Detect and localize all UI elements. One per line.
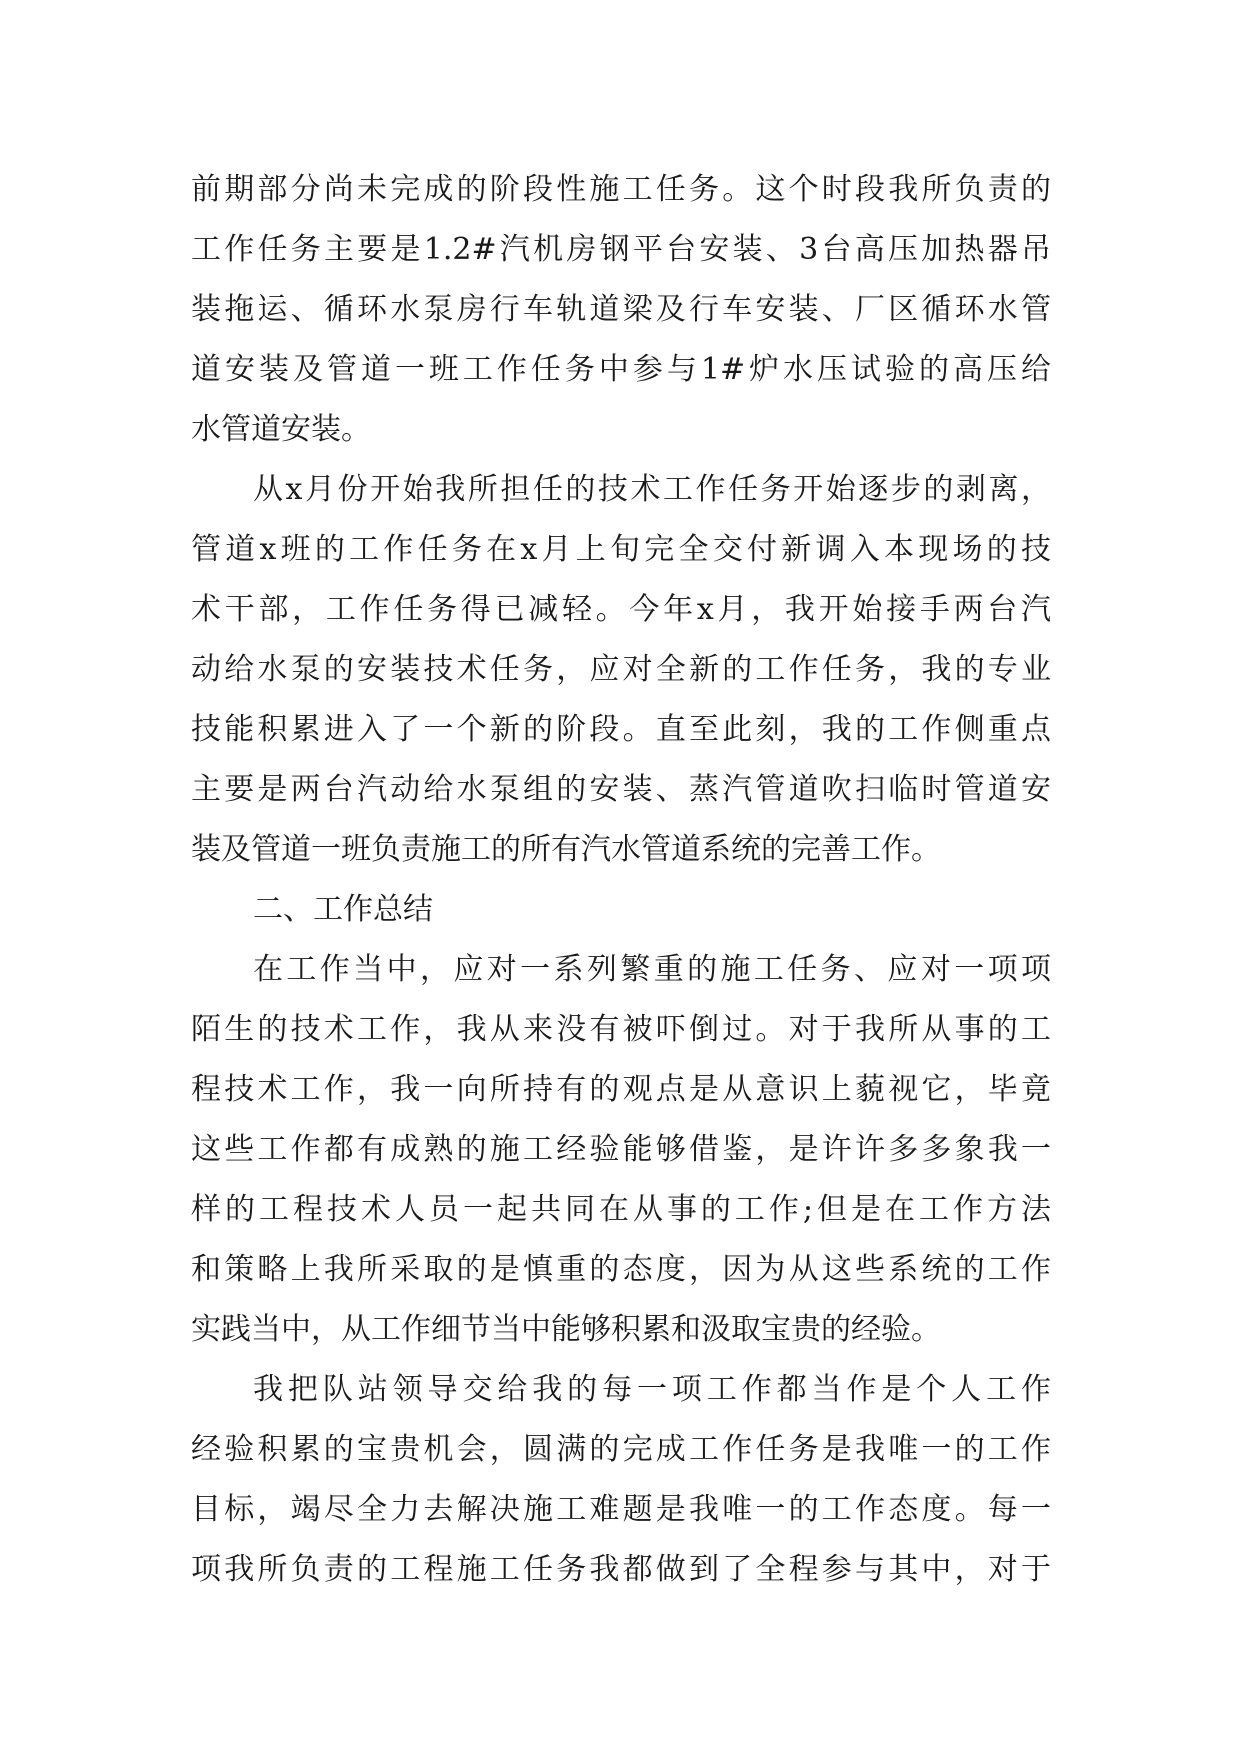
text-line: 前期部分尚未完成的阶段性施工任务。这个时段我所负责的 (191, 172, 1051, 207)
text-line: 在工作当中，应对一系列繁重的施工任务、应对一项项 (253, 952, 1051, 987)
text-line: 装及管道一班负责施工的所有汽水管道系统的完善工作。 (191, 832, 941, 867)
text-line: 管道x班的工作任务在x月上旬完全交付新调入本现场的技 (191, 532, 1051, 567)
text-line: 经验积累的宝贵机会，圆满的完成工作任务是我唯一的工作 (191, 1432, 1051, 1467)
text-line: 主要是两台汽动给水泵组的安装、蒸汽管道吹扫临时管道安 (191, 772, 1051, 807)
text-line: 水管道安装。 (191, 412, 371, 447)
text-line: 从x月份开始我所担任的技术工作任务开始逐步的剥离， (253, 472, 1051, 507)
text-line: 技能积累进入了一个新的阶段。直至此刻，我的工作侧重点 (191, 712, 1051, 747)
text-line: 道安装及管道一班工作任务中参与1#炉水压试验的高压给 (191, 352, 1051, 387)
text-line: 和策略上我所采取的是慎重的态度，因为从这些系统的工作 (191, 1252, 1051, 1287)
text-line: 程技术工作，我一向所持有的观点是从意识上藐视它，毕竟 (191, 1072, 1051, 1107)
text-line: 这些工作都有成熟的施工经验能够借鉴，是许许多多象我一 (191, 1132, 1051, 1167)
body-text (191, 160, 1051, 1600)
text-line: 动给水泵的安装技术任务，应对全新的工作任务，我的专业 (191, 652, 1051, 687)
text-line: 术干部，工作任务得已减轻。今年x月，我开始接手两台汽 (191, 592, 1051, 627)
text-line: 陌生的技术工作，我从来没有被吓倒过。对于我所从事的工 (191, 1012, 1051, 1047)
section-heading: 二、工作总结 (253, 892, 433, 927)
text-line: 工作任务主要是1.2#汽机房钢平台安装、3台高压加热器吊 (191, 232, 1051, 267)
text-line: 实践当中，从工作细节当中能够积累和汲取宝贵的经验。 (191, 1312, 941, 1347)
text-line: 样的工程技术人员一起共同在从事的工作;但是在工作方法 (191, 1192, 1051, 1227)
text-line: 目标，竭尽全力去解决施工难题是我唯一的工作态度。每一 (191, 1492, 1051, 1527)
text-line: 我把队站领导交给我的每一项工作都当作是个人工作 (253, 1372, 1051, 1407)
text-line: 项我所负责的工程施工任务我都做到了全程参与其中，对于 (191, 1552, 1051, 1587)
text-line: 装拖运、循环水泵房行车轨道梁及行车安装、厂区循环水管 (191, 292, 1051, 327)
